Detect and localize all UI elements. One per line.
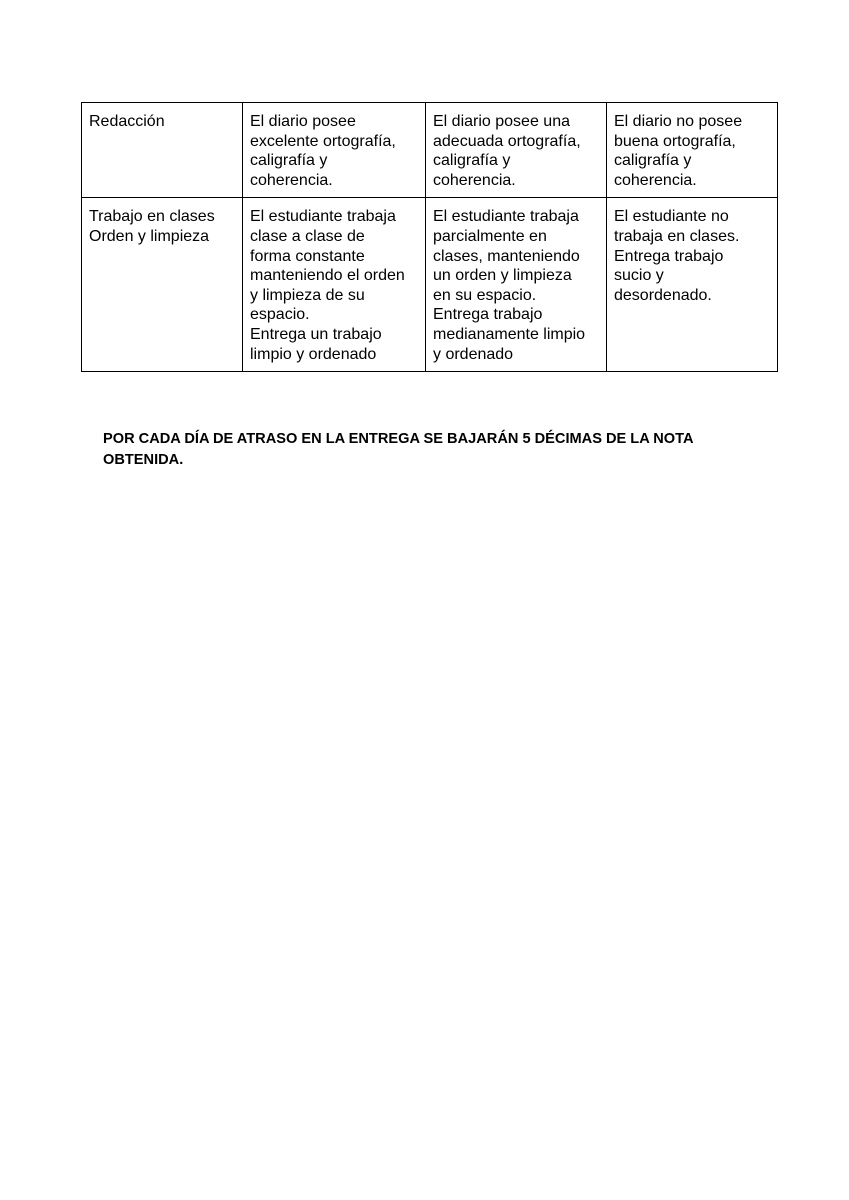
cell-text: forma constante: [250, 247, 365, 265]
cell-text: clases, manteniendo: [433, 247, 580, 265]
note-line: OBTENIDA.: [103, 451, 184, 468]
note-line: POR CADA DÍA DE ATRASO EN LA ENTREGA SE BAJARÁN 5 DÉCIMAS DE LA NOTA: [103, 431, 694, 447]
cell-text: sucio y: [614, 267, 664, 285]
level-cell: [426, 198, 607, 372]
cell-text: El diario no posee: [614, 113, 743, 130]
cell-text: El diario posee una: [433, 113, 570, 130]
cell-text: manteniendo el orden: [250, 267, 405, 285]
table-row: [82, 198, 778, 372]
cell-text: Entrega trabajo: [433, 306, 543, 324]
rubric-table: [81, 102, 778, 372]
criterion-cell: [82, 103, 243, 198]
late-delivery-note: [103, 429, 783, 470]
cell-text: medianamente limpio: [433, 325, 586, 343]
cell-text: y ordenado: [433, 345, 514, 363]
table-row: [82, 103, 778, 198]
level-cell: [243, 103, 426, 198]
cell-text: coherencia.: [250, 171, 333, 189]
cell-text: caligrafía y: [433, 152, 511, 170]
cell-text: y limpieza de su: [250, 286, 365, 304]
cell-text: desordenado.: [614, 286, 712, 304]
cell-text: El diario posee: [250, 113, 356, 130]
cell-text: adecuada ortografía,: [433, 132, 581, 150]
level-cell: [243, 198, 426, 372]
cell-text: coherencia.: [614, 171, 697, 189]
cell-text: caligrafía y: [250, 152, 328, 170]
cell-text: excelente ortografía,: [250, 132, 396, 150]
cell-text: Redacción: [89, 113, 165, 130]
cell-text: Entrega trabajo: [614, 247, 724, 265]
level-cell: [426, 103, 607, 198]
cell-text: Entrega un trabajo: [250, 325, 382, 343]
level-cell: [607, 103, 778, 198]
cell-text: en su espacio.: [433, 286, 537, 304]
cell-text: buena ortografía,: [614, 132, 736, 150]
cell-text: clase a clase de: [250, 227, 365, 245]
criterion-cell: [82, 198, 243, 372]
cell-text: caligrafía y: [614, 152, 692, 170]
cell-text: El estudiante trabaja: [433, 208, 579, 226]
cell-text: El estudiante trabaja: [250, 208, 396, 226]
level-cell: [607, 198, 778, 372]
cell-text: coherencia.: [433, 171, 516, 189]
cell-text: trabaja en clases.: [614, 227, 740, 245]
cell-text: limpio y ordenado: [250, 345, 377, 363]
cell-text: Trabajo en clases: [89, 208, 215, 226]
cell-text: parcialmente en: [433, 227, 547, 245]
cell-text: espacio.: [250, 306, 310, 324]
cell-text: El estudiante no: [614, 208, 729, 226]
cell-text: un orden y limpieza: [433, 267, 572, 285]
cell-text: Orden y limpieza: [89, 227, 210, 245]
